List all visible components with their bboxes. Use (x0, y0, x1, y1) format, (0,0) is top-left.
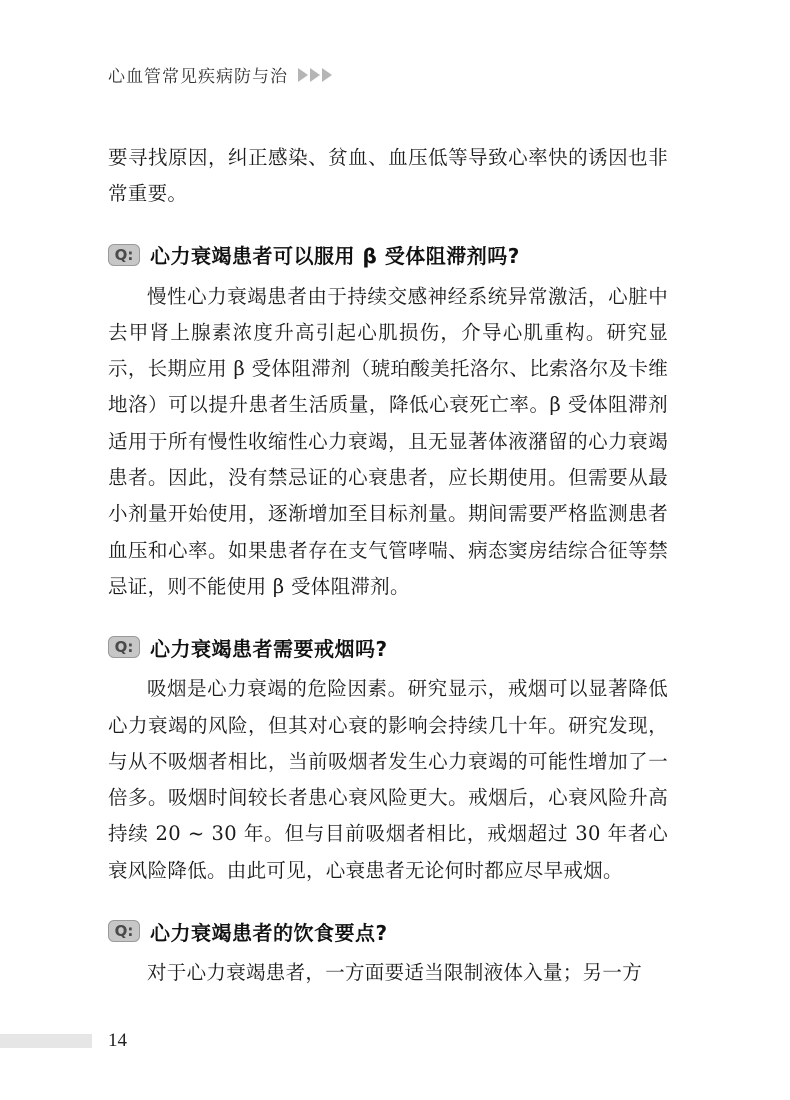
arrow-decoration-icon (298, 68, 332, 82)
answer-paragraph: 对于心力衰竭患者，一方面要适当限制液体入量；另一方 (147, 961, 643, 985)
question-title: 心力衰竭患者的饮食要点? (150, 920, 388, 945)
question-title: 心力衰竭患者可以服用 β 受体阻滞剂吗? (150, 244, 520, 269)
intro-paragraph: 要寻找原因，纠正感染、贫血、血压低等导致心率快的诱因也非常重要。 (108, 146, 668, 206)
footer-bar (0, 1034, 92, 1048)
q-badge-icon: Q: (108, 920, 140, 942)
question-heading-diet (108, 911, 668, 951)
book-title: 心血管常见疾病防与治 (108, 67, 288, 87)
question-title: 心力衰竭患者需要戒烟吗? (150, 636, 388, 661)
question-heading-beta-blocker (108, 235, 668, 275)
question-heading-smoking (108, 627, 668, 667)
page-number: 14 (108, 1030, 127, 1051)
page-body (108, 140, 668, 991)
q-badge-icon: Q: (108, 244, 140, 266)
q-badge-icon: Q: (108, 636, 140, 658)
answer-paragraph: 吸烟是心力衰竭的危险因素。研究显示，戒烟可以显著降低心力衰竭的风险，但其对心衰的影响会持续几十年。研究发现，与从不吸烟者相比，当前吸烟者发生心力衰竭的可能性增加了一倍多。吸烟时间较长者患心衰风险更大。戒烟后，心衰风险升高持续 20 ~ 30 年。但与目前吸烟者相比，戒烟超过 30 年者心衰风险降低。由此可见，心衰患者无论何时都应尽早戒烟。 (108, 677, 668, 882)
running-header (108, 62, 332, 87)
answer-paragraph: 慢性心力衰竭患者由于持续交感神经系统异常激活，心脏中去甲肾上腺素浓度升高引起心肌损伤，介导心肌重构。研究显示，长期应用 β 受体阻滞剂（琥珀酸美托洛尔、比索洛尔及卡维地洛）可以提升患者生活质量，降低心衰死亡率。β 受体阻滞剂适用于所有慢性收缩性心力衰竭，且无显著体液潴留的心力衰竭患者。因此，没有禁忌证的心衰患者，应长期使用。但需要从最小剂量开始使用，逐渐增加至目标剂量。期间需要严格监测患者血压和心率。如果患者存在支气管哮喘、病态窦房结综合征等禁忌证，则不能使用 β 受体阻滞剂。 (108, 284, 668, 598)
